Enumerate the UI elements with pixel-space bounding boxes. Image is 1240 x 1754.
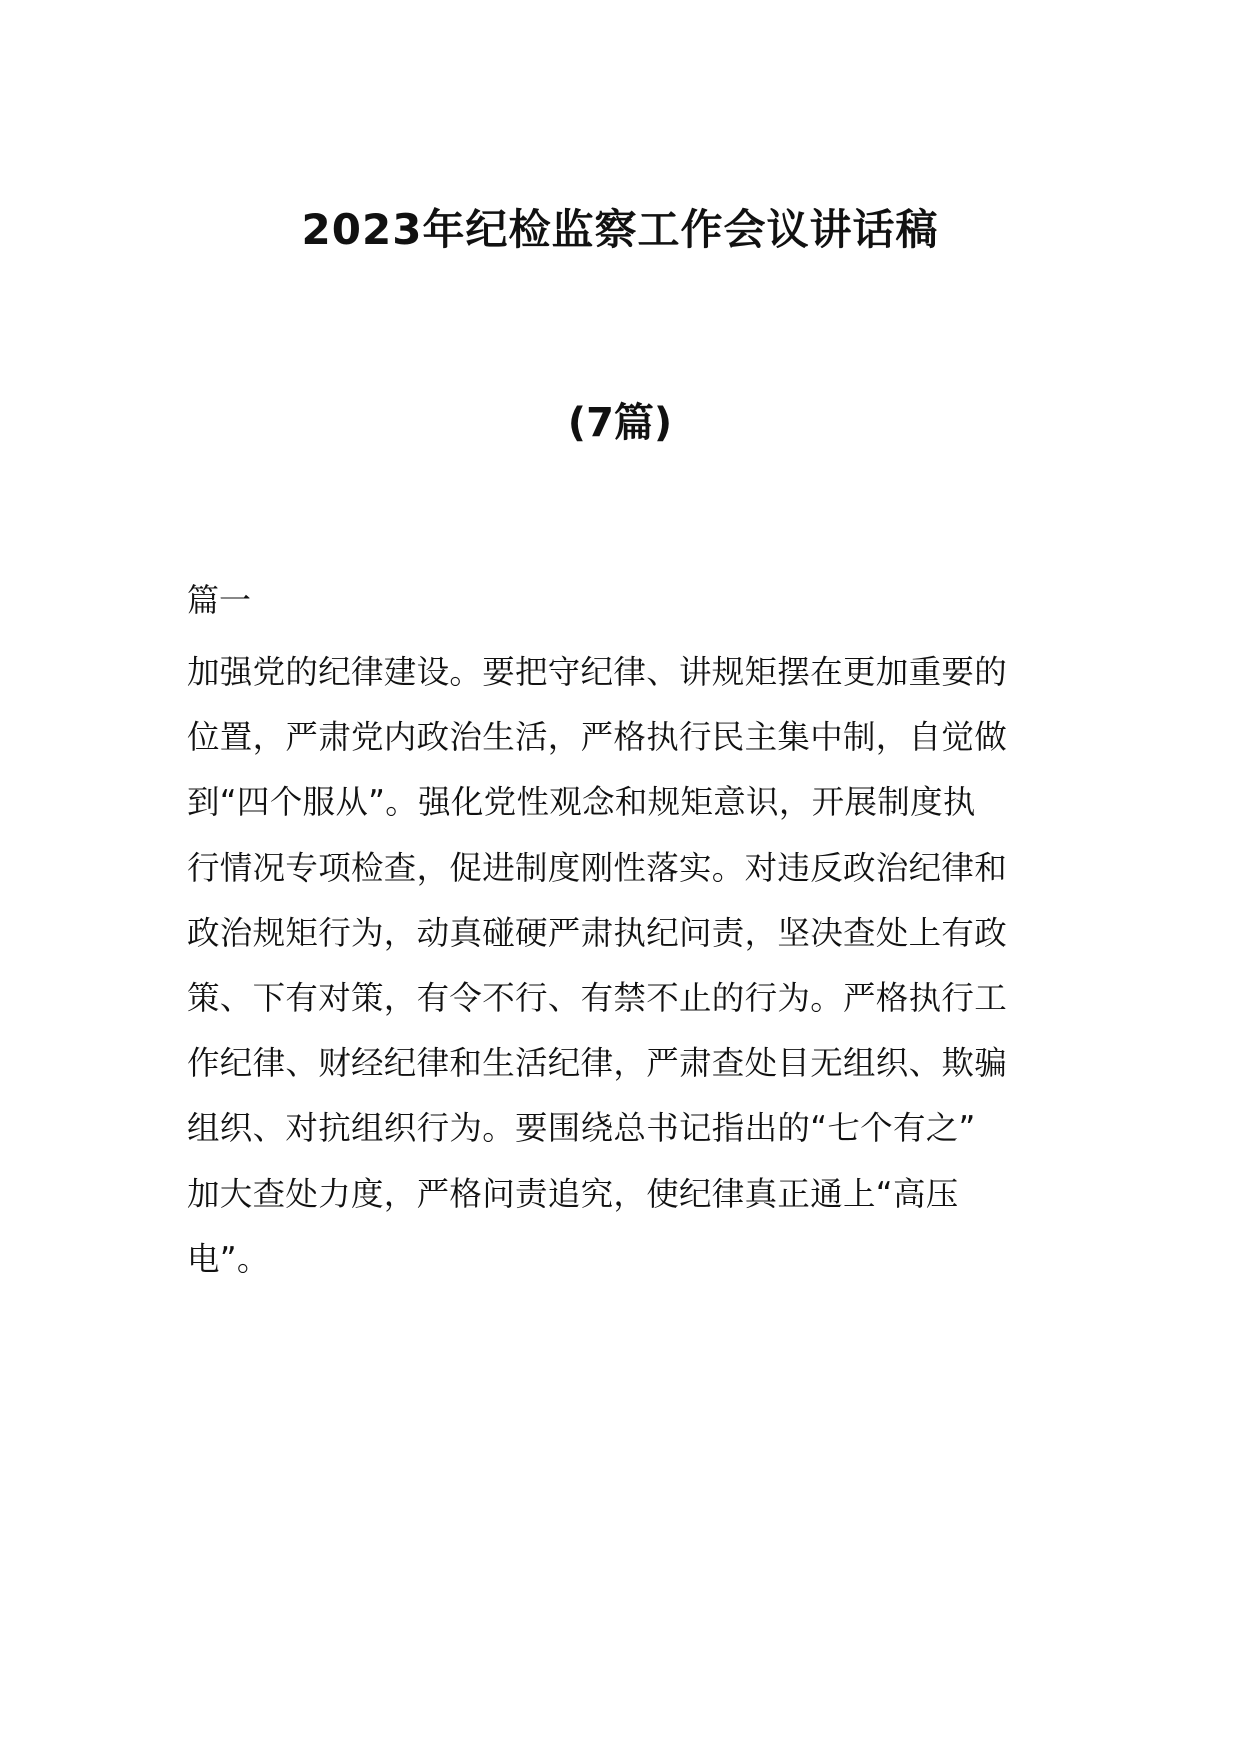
body-paragraph bbox=[187, 640, 1067, 1292]
section-label: 篇一 bbox=[187, 581, 252, 619]
paragraph-line: 策、下有对策，有令不行、有禁不止的行为。严格执行工 bbox=[187, 978, 1008, 1017]
document-subtitle: (7篇) bbox=[567, 400, 673, 446]
paragraph-line: 作纪律、财经纪律和生活纪律，严肃查处目无组织、欺骗 bbox=[187, 1044, 1008, 1083]
paragraph-line: 政治规矩行为，动真碰硬严肃执纪问责，坚决查处上有政 bbox=[187, 913, 1008, 952]
document-title: 2023年纪检监察工作会议讲话稿 bbox=[301, 205, 939, 254]
paragraph-line: 电”。 bbox=[187, 1239, 270, 1278]
paragraph-line: 到“四个服从”。强化党性观念和规矩意识，开展制度执 bbox=[187, 783, 976, 822]
paragraph-line: 行情况专项检查，促进制度刚性落实。对违反政治纪律和 bbox=[187, 848, 1008, 887]
paragraph-line: 组织、对抗组织行为。要围绕总书记指出的“七个有之” bbox=[187, 1109, 976, 1148]
paragraph-line: 加大查处力度，严格问责追究，使纪律真正通上“高压 bbox=[187, 1174, 959, 1213]
paragraph-line: 位置，严肃党内政治生活，严格执行民主集中制，自觉做 bbox=[187, 718, 1008, 757]
paragraph-line: 加强党的纪律建设。要把守纪律、讲规矩摆在更加重要的 bbox=[187, 653, 1008, 691]
